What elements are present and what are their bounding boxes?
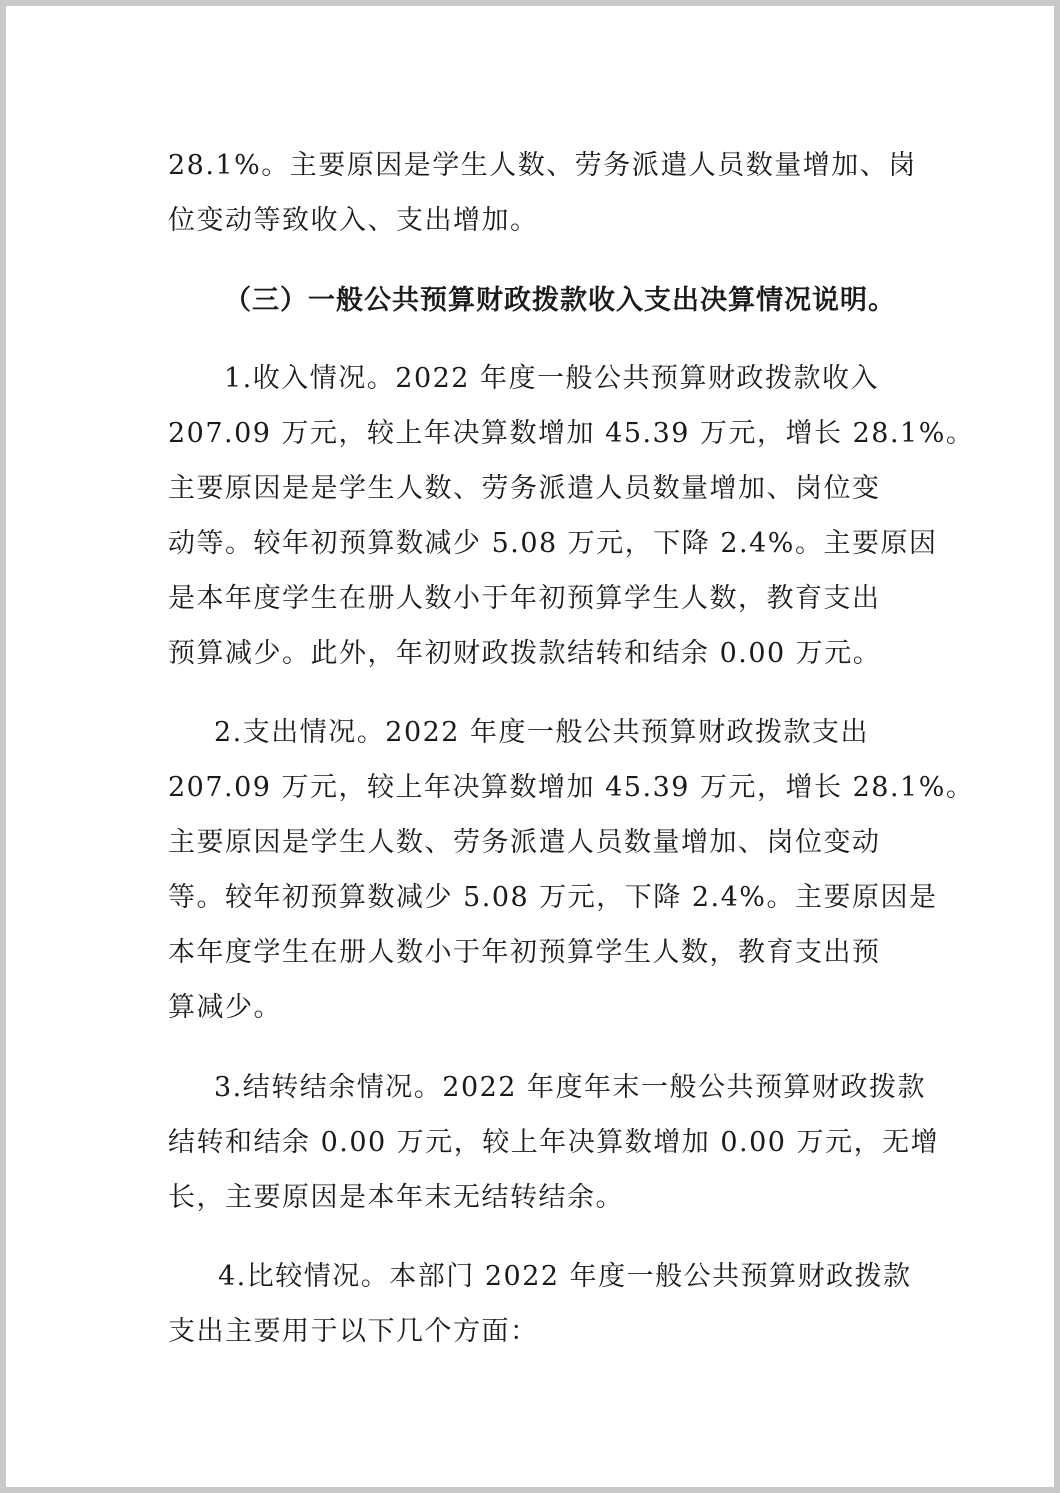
text-line: 长，主要原因是本年末无结转结余。 [168, 1182, 624, 1213]
text-line: 4.比较情况。本部门 2022 年度一般公共预算财政拨款 [218, 1261, 912, 1292]
text-line: 位变动等致收入、支出增加。 [168, 205, 539, 236]
text-line: 主要原因是学生人数、劳务派遣人员数量增加、岗位变动 [168, 827, 881, 858]
text-line: 207.09 万元，较上年决算数增加 45.39 万元，增长 28.1%。 [168, 772, 975, 803]
text-line: 结转和结余 0.00 万元，较上年决算数增加 0.00 万元，无增 [168, 1127, 940, 1158]
text-line: 算减少。 [168, 992, 282, 1023]
text-line: 28.1%。主要原因是学生人数、劳务派遣人员数量增加、岗 [168, 150, 917, 181]
text-line: 2.支出情况。2022 年度一般公共预算财政拨款支出 [214, 717, 870, 748]
text-line: 动等。较年初预算数减少 5.08 万元，下降 2.4%。主要原因 [168, 528, 938, 559]
text-line: 3.结转结余情况。2022 年度年末一般公共预算财政拨款 [214, 1072, 927, 1103]
text-line: 是本年度学生在册人数小于年初预算学生人数，教育支出 [168, 583, 881, 614]
text-line: 预算减少。此外，年初财政拨款结转和结余 0.00 万元。 [168, 638, 882, 669]
text-line: 等。较年初预算数减少 5.08 万元，下降 2.4%。主要原因是 [168, 882, 938, 913]
text-line: 本年度学生在册人数小于年初预算学生人数，教育支出预 [168, 937, 881, 968]
text-line: 支出主要用于以下几个方面： [168, 1316, 539, 1347]
text-line: 207.09 万元，较上年决算数增加 45.39 万元，增长 28.1%。 [168, 418, 975, 449]
section-heading: （三）一般公共预算财政拨款收入支出决算情况说明。 [224, 285, 896, 316]
text-line: 1.收入情况。2022 年度一般公共预算财政拨款收入 [224, 363, 880, 394]
text-line: 主要原因是是学生人数、劳务派遣人员数量增加、岗位变 [168, 473, 881, 504]
